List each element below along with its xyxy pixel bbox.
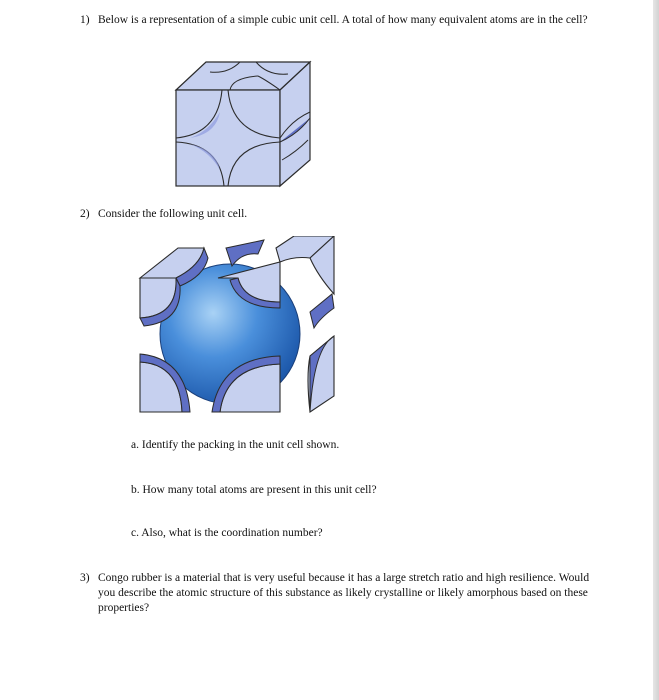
body-centered-cubic-unit-cell-figure: [134, 236, 340, 416]
question-number: 2): [80, 208, 90, 220]
subpart-text: Identify the packing in the unit cell shown.: [141, 439, 340, 451]
subpart-b: [131, 483, 377, 498]
simple-cubic-unit-cell-figure: [170, 60, 315, 190]
subpart-text: Also, what is the coordination number?: [141, 527, 323, 539]
subpart-label: a.: [131, 439, 139, 451]
question-text: Below is a representation of a simple cubic unit cell. A total of how many equivalent atoms are in the cell?: [98, 14, 588, 26]
subpart-label: c.: [131, 527, 139, 539]
subpart-a: [131, 438, 339, 453]
question-number: 3): [80, 572, 90, 584]
question-number: 1): [80, 14, 90, 26]
question-text: Consider the following unit cell.: [98, 208, 248, 220]
subpart-c: [131, 526, 323, 541]
page-edge-shadow: [653, 0, 659, 700]
subpart-label: b.: [131, 484, 140, 496]
question-text: Congo rubber is a material that is very useful because it has a large stretch ratio and high resilience. Would you describe the atomic structure of this substance as likely crystalline or likely amorphous based on these properties?: [98, 572, 590, 614]
subpart-text: How many total atoms are present in this unit cell?: [142, 484, 377, 496]
